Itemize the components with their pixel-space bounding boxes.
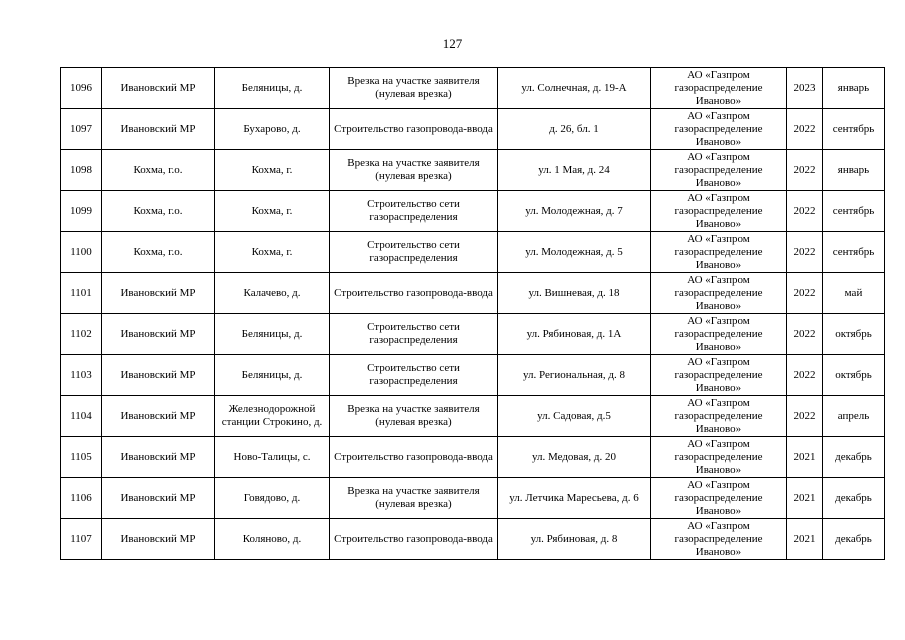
locality-cell: Бухарово, д. <box>215 109 330 150</box>
work-type-cell: Врезка на участке заявителя (нулевая врезка) <box>330 478 498 519</box>
organization-cell: АО «Газпром газораспределение Иваново» <box>651 273 787 314</box>
address-cell: ул. Молодежная, д. 7 <box>498 191 651 232</box>
row-number-cell: 1102 <box>61 314 102 355</box>
district-cell: Ивановский МР <box>102 437 215 478</box>
page-number: 127 <box>442 36 463 51</box>
organization-cell: АО «Газпром газораспределение Иваново» <box>651 191 787 232</box>
district-cell: Ивановский МР <box>102 355 215 396</box>
month-cell: декабрь <box>823 478 885 519</box>
month-cell: январь <box>823 150 885 191</box>
month-cell: январь <box>823 68 885 109</box>
district-cell: Ивановский МР <box>102 109 215 150</box>
district-cell: Ивановский МР <box>102 396 215 437</box>
district-cell: Ивановский МР <box>102 314 215 355</box>
organization-cell: АО «Газпром газораспределение Иваново» <box>651 396 787 437</box>
month-cell: октябрь <box>823 355 885 396</box>
table-row <box>61 314 885 355</box>
district-cell: Ивановский МР <box>102 519 215 560</box>
work-type-cell: Строительство газопровода-ввода <box>330 437 498 478</box>
locality-cell: Ново-Талицы, с. <box>215 437 330 478</box>
locality-cell: Беляницы, д. <box>215 355 330 396</box>
organization-cell: АО «Газпром газораспределение Иваново» <box>651 478 787 519</box>
table-row <box>61 396 885 437</box>
table-row <box>61 68 885 109</box>
organization-cell: АО «Газпром газораспределение Иваново» <box>651 437 787 478</box>
year-cell: 2022 <box>787 232 823 273</box>
district-cell: Ивановский МР <box>102 478 215 519</box>
address-cell: ул. Молодежная, д. 5 <box>498 232 651 273</box>
locality-cell: Беляницы, д. <box>215 314 330 355</box>
month-cell: декабрь <box>823 519 885 560</box>
row-number-cell: 1096 <box>61 68 102 109</box>
organization-cell: АО «Газпром газораспределение Иваново» <box>651 68 787 109</box>
row-number-cell: 1100 <box>61 232 102 273</box>
month-cell: апрель <box>823 396 885 437</box>
row-number-cell: 1103 <box>61 355 102 396</box>
table-row <box>61 478 885 519</box>
district-cell: Кохма, г.о. <box>102 232 215 273</box>
work-type-cell: Врезка на участке заявителя (нулевая врезка) <box>330 396 498 437</box>
table-row <box>61 273 885 314</box>
locality-cell: Кохма, г. <box>215 232 330 273</box>
row-number-cell: 1101 <box>61 273 102 314</box>
year-cell: 2021 <box>787 519 823 560</box>
table-row <box>61 150 885 191</box>
table-row <box>61 519 885 560</box>
table-row <box>61 355 885 396</box>
address-cell: ул. Рябиновая, д. 8 <box>498 519 651 560</box>
organization-cell: АО «Газпром газораспределение Иваново» <box>651 232 787 273</box>
row-number-cell: 1104 <box>61 396 102 437</box>
month-cell: октябрь <box>823 314 885 355</box>
work-type-cell: Строительство сети газораспределения <box>330 232 498 273</box>
work-type-cell: Строительство газопровода-ввода <box>330 519 498 560</box>
organization-cell: АО «Газпром газораспределение Иваново» <box>651 150 787 191</box>
locality-cell: Беляницы, д. <box>215 68 330 109</box>
organization-cell: АО «Газпром газораспределение Иваново» <box>651 355 787 396</box>
address-cell: д. 26, бл. 1 <box>498 109 651 150</box>
district-cell: Ивановский МР <box>102 68 215 109</box>
month-cell: сентябрь <box>823 232 885 273</box>
year-cell: 2021 <box>787 478 823 519</box>
locality-cell: Кохма, г. <box>215 150 330 191</box>
address-cell: ул. Региональная, д. 8 <box>498 355 651 396</box>
locality-cell: Коляново, д. <box>215 519 330 560</box>
work-type-cell: Врезка на участке заявителя (нулевая врезка) <box>330 68 498 109</box>
district-cell: Кохма, г.о. <box>102 191 215 232</box>
year-cell: 2022 <box>787 314 823 355</box>
work-type-cell: Строительство газопровода-ввода <box>330 109 498 150</box>
work-type-cell: Строительство газопровода-ввода <box>330 273 498 314</box>
table-row <box>61 232 885 273</box>
year-cell: 2022 <box>787 109 823 150</box>
year-cell: 2023 <box>787 68 823 109</box>
work-type-cell: Строительство сети газораспределения <box>330 191 498 232</box>
work-type-cell: Строительство сети газораспределения <box>330 355 498 396</box>
district-cell: Кохма, г.о. <box>102 150 215 191</box>
row-number-cell: 1107 <box>61 519 102 560</box>
address-cell: ул. Солнечная, д. 19-А <box>498 68 651 109</box>
address-cell: ул. Вишневая, д. 18 <box>498 273 651 314</box>
year-cell: 2022 <box>787 273 823 314</box>
organization-cell: АО «Газпром газораспределение Иваново» <box>651 519 787 560</box>
row-number-cell: 1098 <box>61 150 102 191</box>
month-cell: май <box>823 273 885 314</box>
table-row <box>61 191 885 232</box>
work-type-cell: Строительство сети газораспределения <box>330 314 498 355</box>
work-type-cell: Врезка на участке заявителя (нулевая врезка) <box>330 150 498 191</box>
year-cell: 2021 <box>787 437 823 478</box>
organization-cell: АО «Газпром газораспределение Иваново» <box>651 314 787 355</box>
registry-table-body <box>61 68 885 560</box>
locality-cell: Кохма, г. <box>215 191 330 232</box>
address-cell: ул. Рябиновая, д. 1А <box>498 314 651 355</box>
row-number-cell: 1105 <box>61 437 102 478</box>
table-row <box>61 109 885 150</box>
month-cell: сентябрь <box>823 109 885 150</box>
locality-cell: Говядово, д. <box>215 478 330 519</box>
address-cell: ул. 1 Мая, д. 24 <box>498 150 651 191</box>
locality-cell: Железнодорожной станции Строкино, д. <box>215 396 330 437</box>
row-number-cell: 1106 <box>61 478 102 519</box>
address-cell: ул. Летчика Маресьева, д. 6 <box>498 478 651 519</box>
address-cell: ул. Садовая, д.5 <box>498 396 651 437</box>
table-row <box>61 437 885 478</box>
row-number-cell: 1097 <box>61 109 102 150</box>
year-cell: 2022 <box>787 191 823 232</box>
registry-table <box>60 67 885 560</box>
month-cell: сентябрь <box>823 191 885 232</box>
organization-cell: АО «Газпром газораспределение Иваново» <box>651 109 787 150</box>
district-cell: Ивановский МР <box>102 273 215 314</box>
row-number-cell: 1099 <box>61 191 102 232</box>
year-cell: 2022 <box>787 150 823 191</box>
year-cell: 2022 <box>787 355 823 396</box>
year-cell: 2022 <box>787 396 823 437</box>
month-cell: декабрь <box>823 437 885 478</box>
address-cell: ул. Медовая, д. 20 <box>498 437 651 478</box>
locality-cell: Калачево, д. <box>215 273 330 314</box>
